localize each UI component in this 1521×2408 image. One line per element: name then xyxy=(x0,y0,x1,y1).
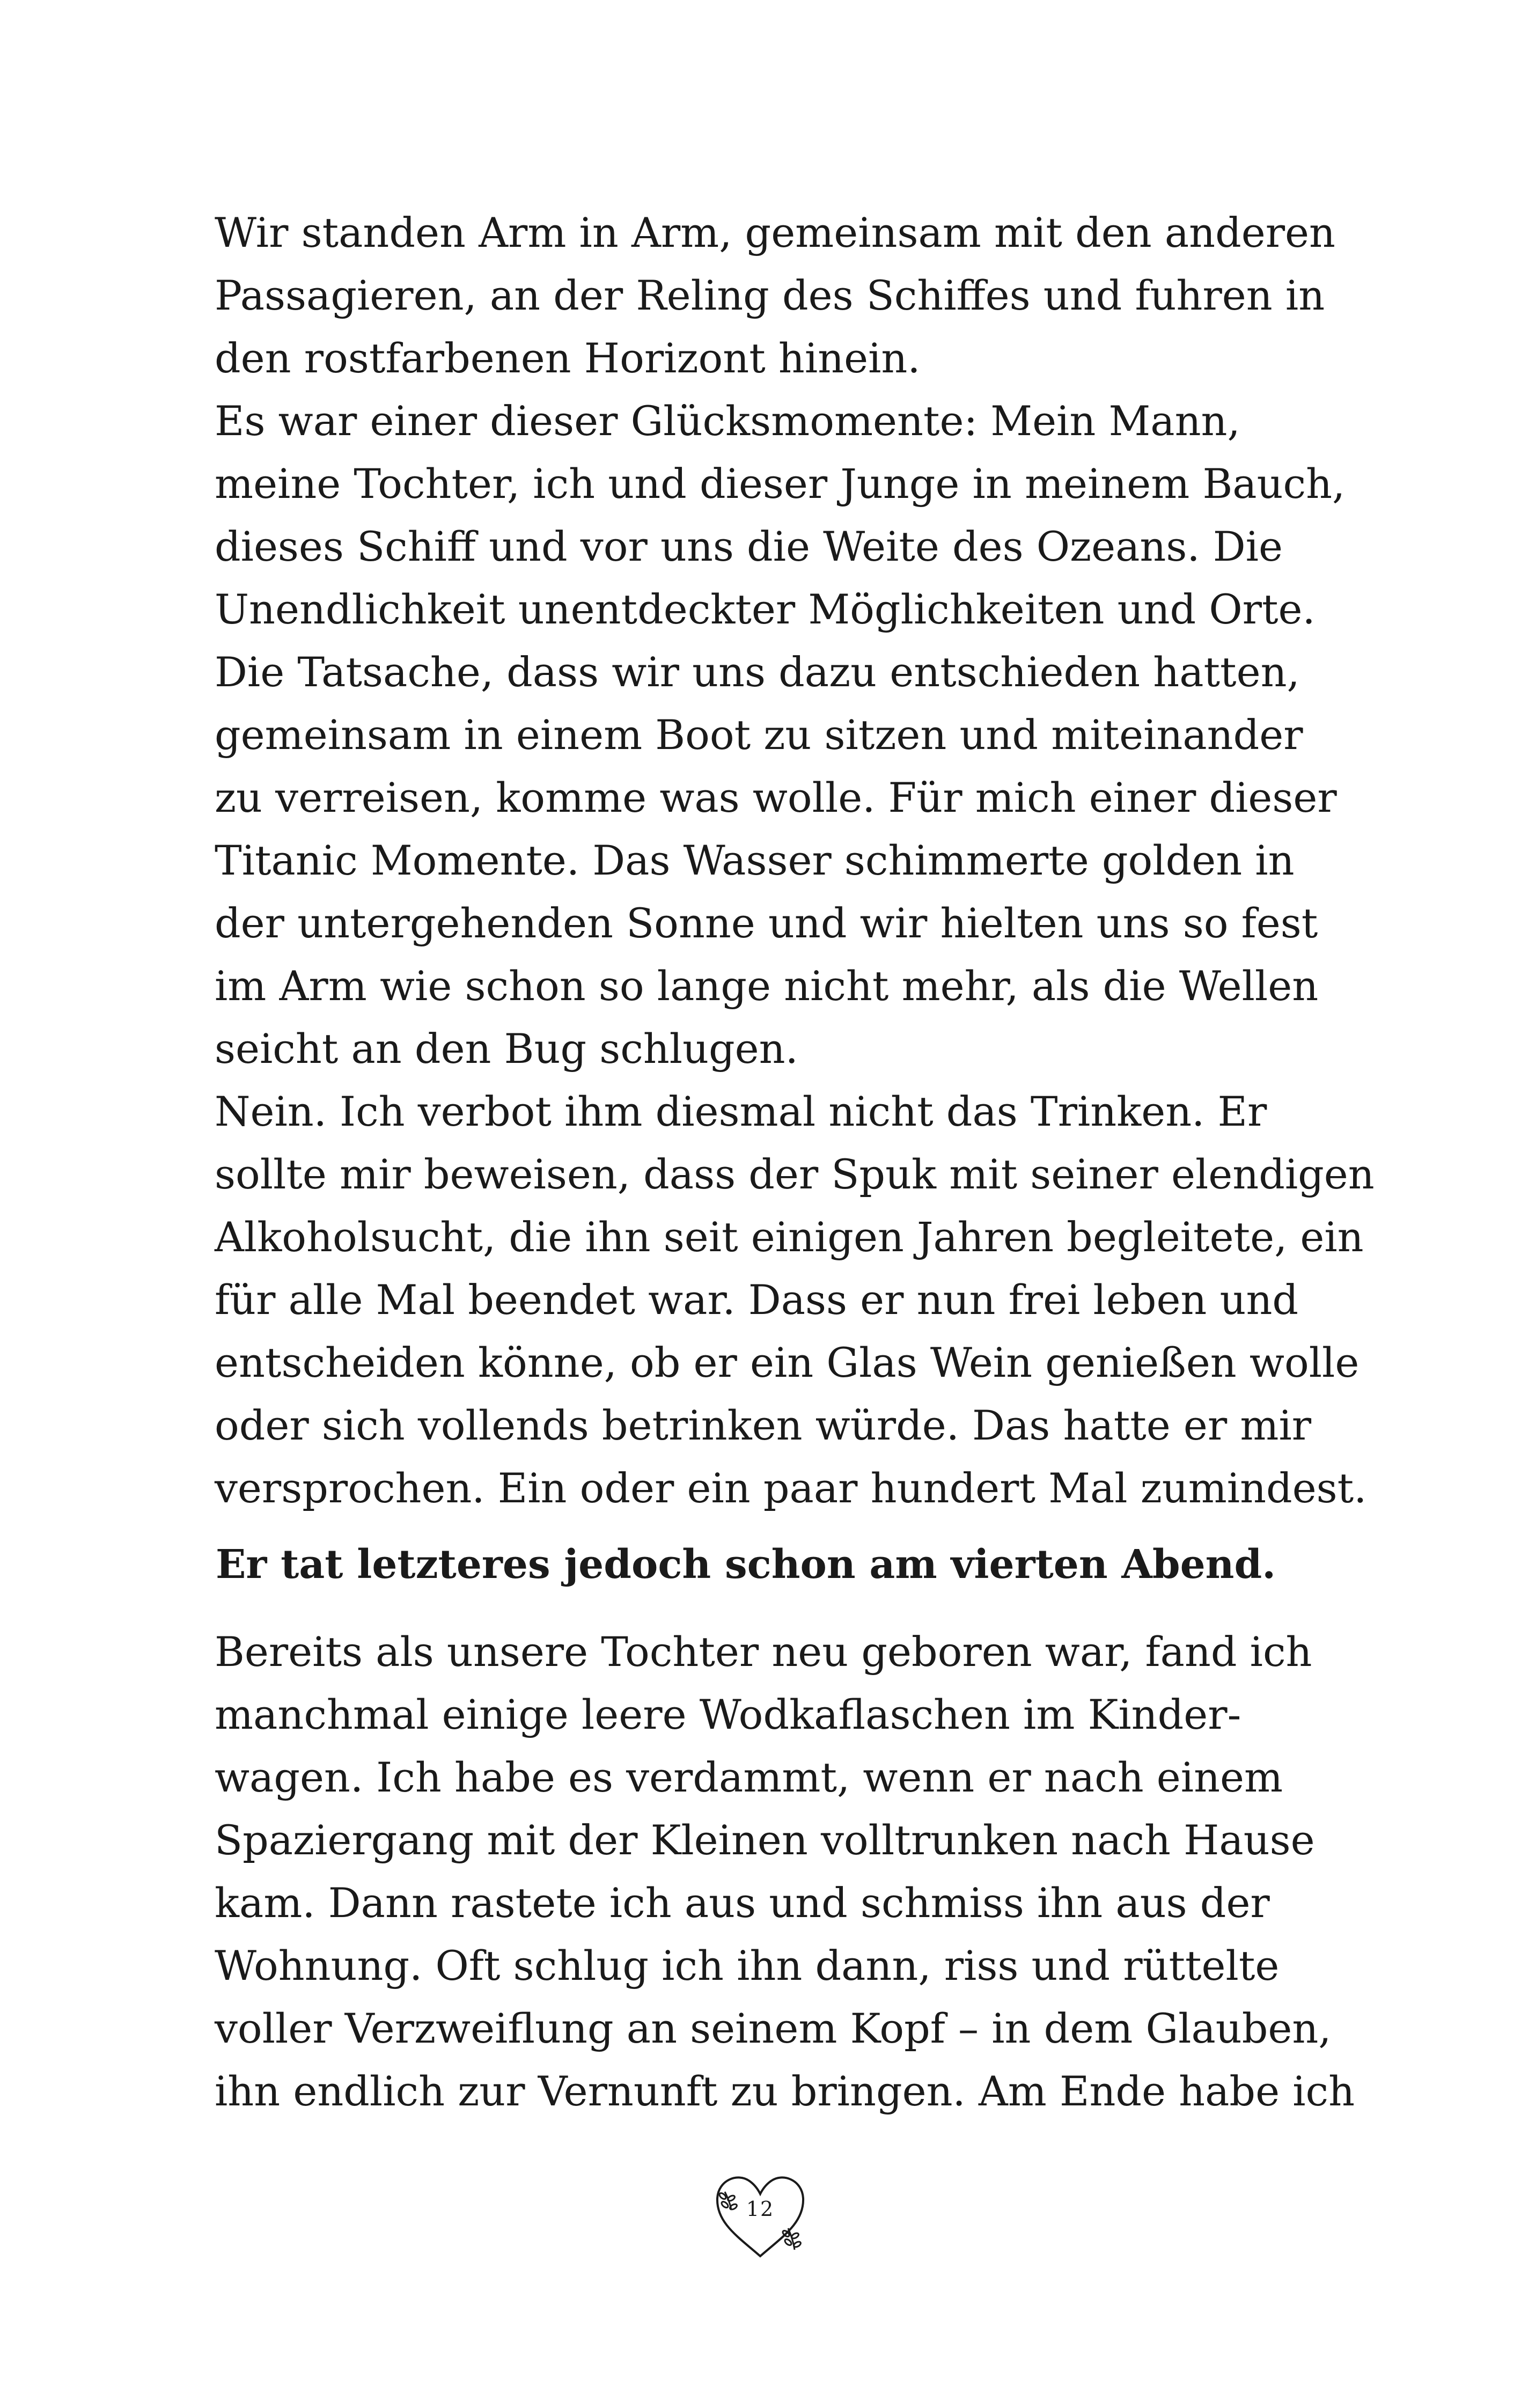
body-text-top xyxy=(215,201,1375,1519)
text-line: Es war einer dieser Glücksmomente: Mein Mann, xyxy=(215,397,1240,445)
text-line: sollte mir beweisen, dass der Spuk mit seiner elendigen xyxy=(215,1150,1375,1198)
text-line: Bereits als unsere Tochter neu geboren war, fand ich xyxy=(215,1628,1312,1676)
text-line: gemeinsam in einem Boot zu sitzen und miteinander xyxy=(215,711,1303,759)
text-line: zu verreisen, komme was wolle. Für mich einer dieser xyxy=(215,774,1337,821)
page-number-ornament xyxy=(707,2165,814,2267)
body-text-bottom xyxy=(215,1620,1355,2123)
text-line: Alkoholsucht, die ihn seit einigen Jahren begleitete, ein xyxy=(215,1213,1364,1261)
text-line: Wohnung. Oft schlug ich ihn dann, riss und rüttelte xyxy=(215,1942,1280,1989)
text-line: im Arm wie schon so lange nicht mehr, als die Wellen xyxy=(215,962,1319,1010)
text-line: manchmal einige leere Wodkaflaschen im Kinder- xyxy=(215,1691,1241,1738)
text-line: dieses Schiff und vor uns die Weite des Ozeans. Die xyxy=(215,523,1283,570)
text-line: Spaziergang mit der Kleinen volltrunken nach Hause xyxy=(215,1816,1315,1864)
leaf-branch-icon xyxy=(782,2228,802,2250)
text-line: der untergehenden Sonne und wir hielten uns so fest xyxy=(215,899,1318,947)
text-line: wagen. Ich habe es verdammt, wenn er nach einem xyxy=(215,1753,1283,1801)
text-line: oder sich vollends betrinken würde. Das hatte er mir xyxy=(215,1401,1312,1449)
page-number: 12 xyxy=(746,2197,775,2221)
text-line: meine Tochter, ich und dieser Junge in meinem Bauch, xyxy=(215,460,1346,508)
text-line: Passagieren, an der Reling des Schiffes und fuhren in xyxy=(215,271,1325,319)
text-line: Wir standen Arm in Arm, gemeinsam mit den anderen xyxy=(215,209,1335,256)
text-line: versprochen. Ein oder ein paar hundert Mal zumindest. xyxy=(215,1464,1367,1512)
text-line: seicht an den Bug schlugen. xyxy=(215,1025,798,1073)
text-line: Die Tatsache, dass wir uns dazu entschieden hatten, xyxy=(215,648,1300,696)
text-line: Unendlichkeit unentdeckter Möglichkeiten und Orte. xyxy=(215,585,1316,633)
text-line: den rostfarbenen Horizont hinein. xyxy=(215,334,921,382)
text-line: für alle Mal beendet war. Dass er nun frei leben und xyxy=(215,1276,1299,1324)
text-line: kam. Dann rastete ich aus und schmiss ihn aus der xyxy=(215,1879,1270,1927)
text-line: ihn endlich zur Vernunft zu bringen. Am Ende habe ich xyxy=(215,2067,1355,2115)
text-line: entscheiden könne, ob er ein Glas Wein genießen wolle xyxy=(215,1339,1360,1386)
text-line: voller Verzweiflung an seinem Kopf – in dem Glauben, xyxy=(215,2005,1332,2052)
text-line: Titanic Momente. Das Wasser schimmerte golden in xyxy=(215,836,1295,884)
text-line: Nein. Ich verbot ihm diesmal nicht das Trinken. Er xyxy=(215,1088,1267,1135)
highlighted-sentence: Er tat letzteres jedoch schon am vierten Abend. xyxy=(216,1541,1276,1588)
